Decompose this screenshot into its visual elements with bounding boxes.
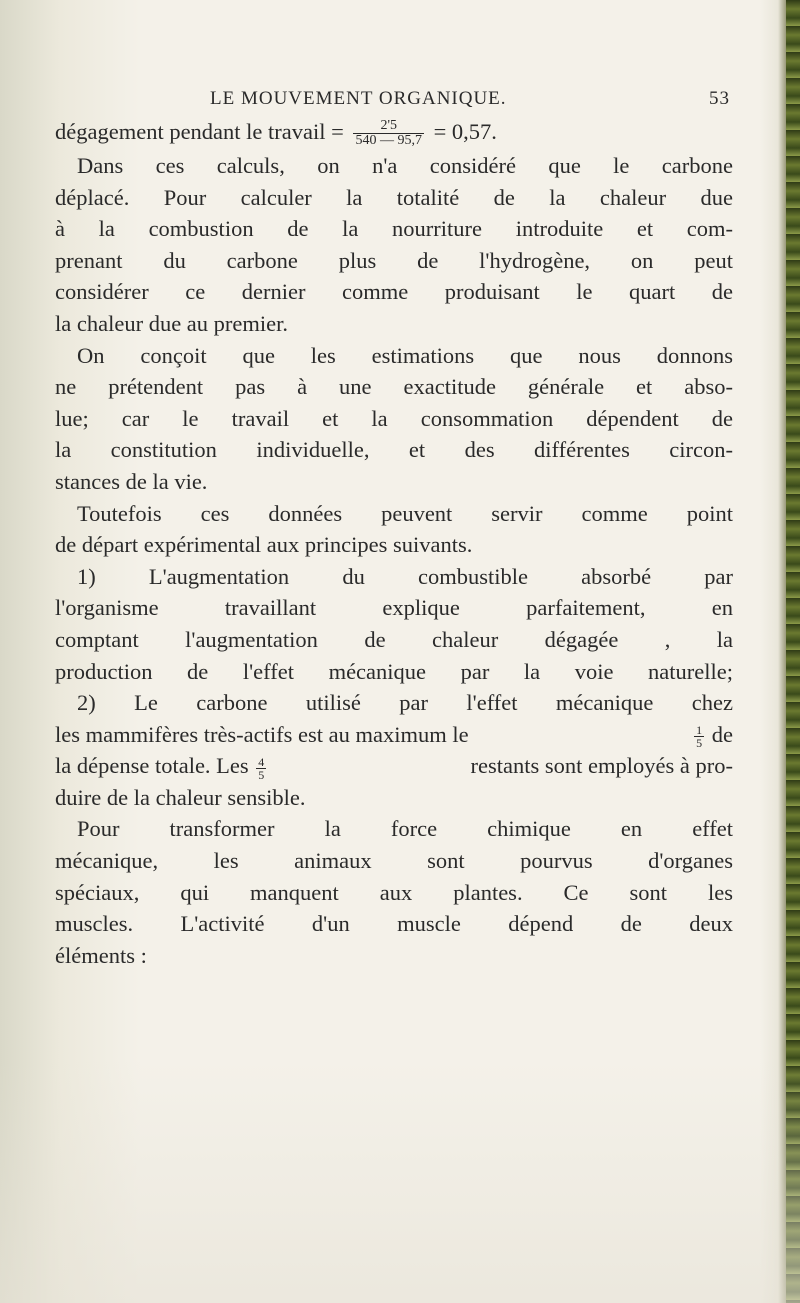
text-line: la constitution individuelle, et des différentes circon- xyxy=(55,437,733,463)
text-segment: de xyxy=(711,721,733,747)
formula-fraction xyxy=(353,119,424,148)
text-line: déplacé. Pour calculer la totalité de la chaleur due xyxy=(55,184,733,210)
text-line: stances de la vie. xyxy=(55,468,208,494)
page-number: 53 xyxy=(709,88,730,109)
fraction-numerator: 4 xyxy=(258,754,265,769)
text-line: lue; car le travail et la consommation dépendent de xyxy=(55,405,733,431)
text-line: Pour transformer la force chimique en effet xyxy=(77,816,733,842)
formula-denominator: 540 — 95,7 xyxy=(355,133,422,149)
fraction-one-fifth xyxy=(694,724,704,749)
text-line: duire de la chaleur sensible. xyxy=(55,784,306,810)
fraction-four-fifths xyxy=(256,756,266,781)
formula-numerator: 2'5 xyxy=(353,119,424,134)
text-line-with-fraction xyxy=(55,750,733,782)
text-line: Toutefois ces données peuvent servir comme point xyxy=(77,500,733,526)
text-line-with-fraction xyxy=(55,719,733,751)
text-line: éléments : xyxy=(55,942,147,968)
text-line: ne prétendent pas à une exactitude générale et abso- xyxy=(55,374,733,400)
text-line: prenant du carbone plus de l'hydrogène, on peut xyxy=(55,247,733,273)
text-line: comptant l'augmentation de chaleur dégagée , la xyxy=(55,626,733,652)
text-segment: les mammifères très-actifs est au maximum le xyxy=(55,721,469,747)
text-line: Dans ces calculs, on n'a considéré que le carbone xyxy=(77,153,733,178)
running-title: LE MOUVEMENT ORGANIQUE. xyxy=(210,88,507,109)
text-line: 1) L'augmentation du combustible absorbé par xyxy=(77,563,733,589)
text-line: considérer ce dernier comme produisant le quart de xyxy=(55,279,733,305)
text-line: spéciaux, qui manquent aux plantes. Ce sont les xyxy=(55,879,733,905)
formula-result: = 0,57. xyxy=(433,119,497,144)
fraction-denominator: 5 xyxy=(696,736,703,751)
text-line: la chaleur due au premier. xyxy=(55,310,289,336)
text-segment: la dépense totale. Les xyxy=(55,753,249,779)
text-line: de départ expérimental aux principes suivants. xyxy=(55,532,473,558)
text-line: On conçoit que les estimations que nous donnons xyxy=(77,342,733,368)
text-line: à la combustion de la nourriture introduite et com- xyxy=(55,216,733,242)
text-line: l'organisme travaillant explique parfaitement, en xyxy=(55,595,733,621)
fraction-numerator: 1 xyxy=(696,723,703,738)
text-line: production de l'effet mécanique par la voie naturelle; xyxy=(55,658,733,684)
text-line: muscles. L'activité d'un muscle dépend de deux xyxy=(55,911,733,937)
text-segment: restants sont employés à pro- xyxy=(470,753,733,779)
formula-prefix: dégagement pendant le travail = xyxy=(55,119,344,144)
formula-line xyxy=(55,116,733,150)
text-line: 2) Le carbone utilisé par l'effet mécanique chez xyxy=(77,690,733,716)
body-text xyxy=(55,116,733,971)
fraction-denominator: 5 xyxy=(258,767,265,782)
paper-shading xyxy=(0,1060,800,1303)
text-line: mécanique, les animaux sont pourvus d'organes xyxy=(55,848,733,874)
